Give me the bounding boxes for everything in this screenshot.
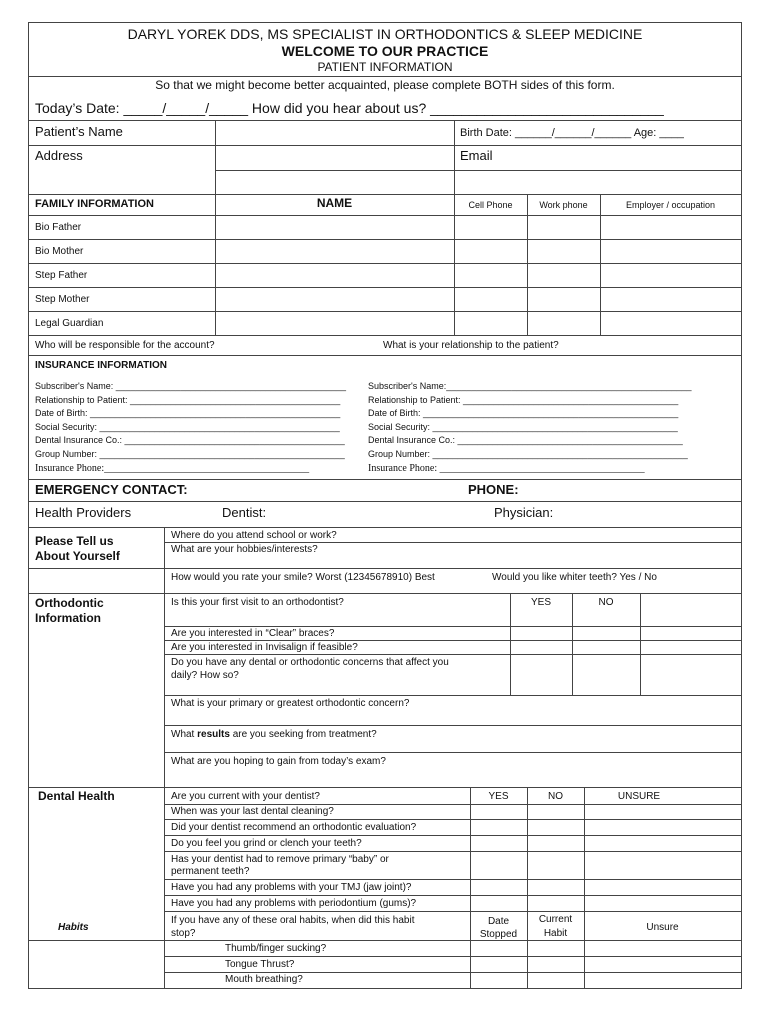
grinding-question[interactable]: Do you feel you grind or clench your teeth? [171, 838, 362, 849]
habit-item: Tongue Thrust? [225, 959, 295, 970]
address-label: Address [35, 148, 83, 163]
insurance-field[interactable]: Insurance Phone:_________________________________________ [35, 462, 310, 474]
habit-item: Mouth breathing? [225, 974, 303, 985]
insurance-field[interactable]: Insurance Phone: _________________________________________ [368, 462, 645, 474]
practice-title: DARYL YOREK DDS, MS SPECIALIST IN ORTHODONTICS & SLEEP MEDICINE [127, 26, 643, 42]
welcome-heading: WELCOME TO OUR PRACTICE [281, 43, 489, 59]
responsible-party-question[interactable]: Who will be responsible for the account? [35, 340, 215, 351]
clear-braces-question[interactable]: Are you interested in “Clear” braces? [171, 628, 335, 639]
family-work-column: Work phone [539, 200, 588, 210]
concerns-question-line1[interactable]: Do you have any dental or orthodontic concerns that affect you [171, 657, 449, 668]
habits-question-line1: If you have any of these oral habits, when did this habit [171, 915, 415, 926]
insurance-field[interactable]: Date of Birth: __________________________________________________ [35, 408, 341, 419]
habit-answer-cells[interactable] [471, 941, 741, 988]
family-employer-column: Employer / occupation [625, 200, 716, 210]
school-work-question[interactable]: Where do you attend school or work? [171, 530, 337, 541]
habits-unsure-column: Unsure [646, 922, 679, 933]
exam-goals-question[interactable]: What are you hoping to gain from today’s exam? [171, 756, 386, 767]
insurance-field[interactable]: Relationship to Patient: ___________________________________________ [368, 394, 679, 405]
smile-rating-question[interactable]: How would you rate your smile? Worst (12345678910) Best [171, 572, 435, 583]
tmj-question[interactable]: Have you had any problems with your TMJ (jaw joint)? [171, 882, 412, 893]
email-field[interactable] [495, 146, 741, 170]
habit-item: Thumb/finger sucking? [225, 943, 327, 954]
section-heading: PATIENT INFORMATION [317, 60, 453, 74]
current-dentist-question[interactable]: Are you current with your dentist? [171, 791, 320, 802]
insurance-secondary[interactable] [368, 380, 692, 475]
insurance-field[interactable]: Social Security: ________________________________________________ [35, 421, 340, 432]
emergency-phone-label[interactable]: PHONE: [468, 482, 519, 497]
results-question[interactable]: What results are you seeking from treatment? [171, 729, 377, 740]
patient-name-label: Patient’s Name [35, 124, 123, 139]
insurance-field[interactable]: Dental Insurance Co.: _____________________________________________ [368, 435, 683, 446]
ortho-recommend-question[interactable]: Did your dentist recommend an orthodontic evaluation? [171, 822, 417, 833]
ortho-heading-line1: Orthodontic [35, 596, 104, 610]
dental-no-column: NO [548, 791, 563, 802]
habits-heading: Habits [58, 922, 89, 933]
dental-unsure-column: UNSURE [617, 791, 661, 802]
physician-field[interactable]: Physician: [494, 505, 554, 520]
dental-yes-column: YES [488, 791, 509, 802]
dental-health-heading: Dental Health [38, 789, 115, 803]
habits-question-line2: stop? [171, 928, 196, 939]
dental-answer-cells[interactable] [471, 805, 741, 911]
form-instruction: So that we might become better acquainted, please complete BOTH sides of this form. [155, 78, 615, 92]
date-referral-line[interactable]: Today’s Date: _____/_____/_____ How did you hear about us? ______________________________ [35, 100, 664, 116]
hobbies-question[interactable]: What are your hobbies/interests? [171, 544, 318, 555]
gums-question[interactable]: Have you had any problems with periodontium (gums)? [171, 898, 417, 909]
ortho-heading-line2: Information [35, 611, 101, 625]
teeth-removal-question-line1[interactable]: Has your dentist had to remove primary “baby” or [171, 854, 389, 865]
family-cell-column: Cell Phone [468, 200, 513, 210]
health-providers-label: Health Providers [35, 505, 132, 520]
about-heading-line2: About Yourself [35, 549, 120, 563]
concerns-question-line2[interactable]: daily? How so? [171, 670, 239, 681]
emergency-contact-label[interactable]: EMERGENCY CONTACT: [35, 482, 188, 497]
insurance-field[interactable]: Group Number: ___________________________________________________ [368, 448, 688, 459]
current-habit-column-line1: Current [538, 914, 573, 925]
family-row-label: Step Mother [35, 294, 90, 305]
family-info-heading: FAMILY INFORMATION [35, 198, 154, 210]
family-row-label: Legal Guardian [35, 318, 104, 329]
relationship-question[interactable]: What is your relationship to the patient? [383, 340, 559, 351]
insurance-field[interactable]: Subscriber's Name:_________________________________________________ [368, 381, 692, 391]
insurance-field[interactable]: Social Security: _________________________________________________ [368, 421, 678, 432]
family-contact-cells[interactable] [455, 216, 741, 335]
family-name-cells[interactable] [216, 216, 454, 335]
dentist-field[interactable]: Dentist: [222, 505, 267, 520]
insurance-field[interactable]: Group Number: _________________________________________________ [35, 448, 345, 459]
insurance-field[interactable]: Date of Birth: ___________________________________________________ [368, 408, 679, 419]
ortho-yes-column: YES [530, 597, 551, 608]
family-row-label: Bio Mother [35, 246, 84, 257]
ortho-yes-cells[interactable] [511, 594, 572, 695]
insurance-primary[interactable] [35, 380, 346, 475]
primary-concern-question[interactable]: What is your primary or greatest orthodontic concern? [171, 698, 410, 709]
insurance-field[interactable]: Relationship to Patient: __________________________________________ [35, 394, 341, 405]
teeth-removal-question-line2[interactable]: permanent teeth? [171, 866, 250, 877]
patient-name-field[interactable] [216, 121, 454, 145]
first-visit-question[interactable]: Is this your first visit to an orthodontist? [171, 597, 344, 608]
whiter-teeth-question[interactable]: Would you like whiter teeth? Yes / No [492, 572, 657, 583]
about-heading-line1: Please Tell us [35, 534, 114, 548]
insurance-field[interactable]: Subscriber's Name: ______________________________________________ [35, 381, 346, 391]
family-row-label: Step Father [35, 270, 88, 281]
insurance-field[interactable]: Dental Insurance Co.: ____________________________________________ [35, 435, 345, 446]
ortho-no-cells[interactable] [573, 594, 640, 695]
invisalign-question[interactable]: Are you interested in Invisalign if feasible? [171, 642, 358, 653]
family-row-label: Bio Father [35, 222, 82, 233]
ortho-no-column: NO [598, 597, 614, 608]
email-label: Email [460, 148, 493, 163]
birth-date-age-field[interactable]: Birth Date: ______/______/______ Age: ____ [460, 127, 684, 139]
current-habit-column-line2: Habit [543, 928, 568, 939]
family-name-column: NAME [316, 196, 353, 210]
last-cleaning-question[interactable]: When was your last dental cleaning? [171, 806, 334, 817]
date-stopped-column-line1: Date [487, 916, 510, 927]
insurance-heading: INSURANCE INFORMATION [35, 360, 168, 371]
date-stopped-column-line2: Stopped [479, 929, 518, 940]
